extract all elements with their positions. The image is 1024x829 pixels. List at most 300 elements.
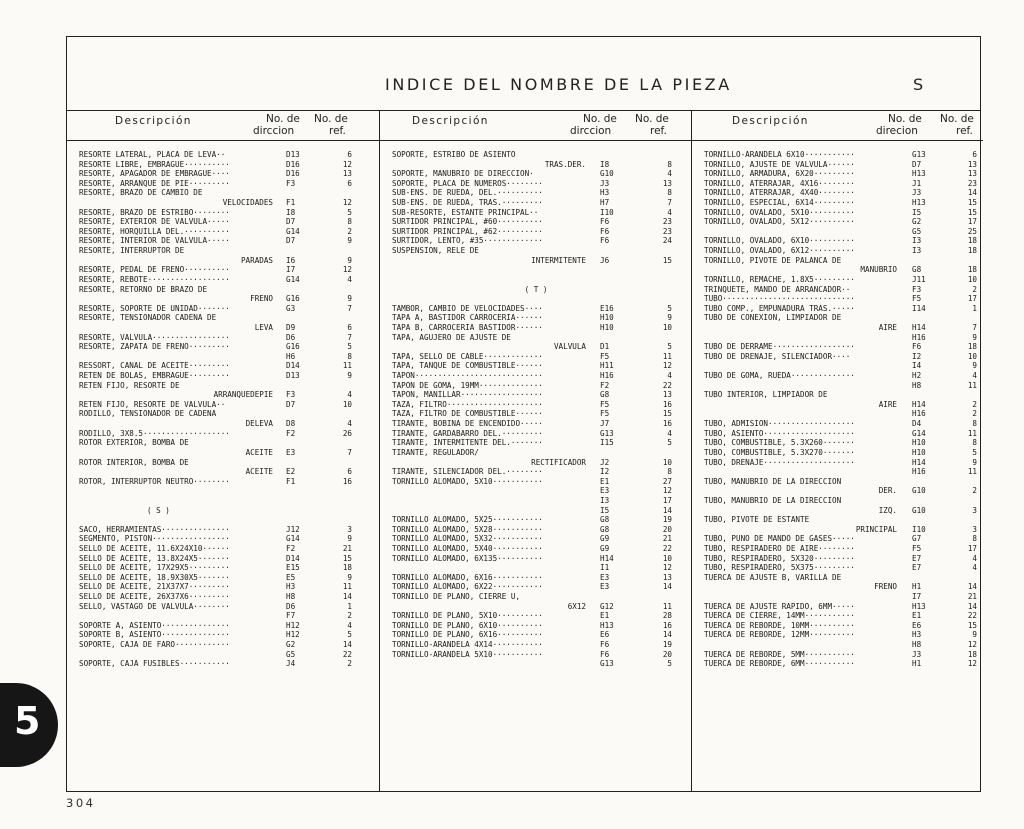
index-rows (380, 150, 692, 669)
reference-number: 24 (662, 236, 672, 246)
reference-number: 22 (342, 649, 352, 659)
part-description: SELLO DE ACEITE, 17X29X5········· (79, 563, 230, 573)
part-description: TUBO, COMBUSTIBLE, 5.3X270······· (704, 447, 855, 457)
reference-number: 11 (342, 361, 352, 371)
reference-number: 4 (667, 371, 672, 381)
reference-number: 14 (967, 582, 977, 592)
index-row (692, 592, 983, 602)
part-description: SOPORTE, CAJA DE FARO············ (79, 640, 230, 650)
index-row (67, 458, 379, 468)
part-description: TORNILLO, AJUSTE DE VALVULA······ (704, 159, 855, 169)
reference-number: 25 (967, 226, 977, 236)
reference-number: 2 (972, 284, 977, 294)
direction-number: G7 (912, 534, 922, 544)
section-letter: S (913, 75, 924, 94)
reference-number: 19 (662, 515, 672, 525)
index-row (380, 438, 692, 448)
reference-number: 15 (967, 198, 977, 208)
reference-number: 11 (967, 380, 977, 390)
part-description: RESORTE, ARRANQUE DE PIE········· (79, 178, 230, 188)
direction-number: D16 (286, 159, 300, 169)
index-row (692, 506, 983, 516)
reference-number: 14 (662, 582, 672, 592)
index-row (380, 323, 692, 333)
direction-number: F2 (286, 543, 296, 553)
reference-number: 7 (347, 332, 352, 342)
reference-number: 5 (667, 303, 672, 313)
index-row (692, 333, 983, 343)
reference-number: 18 (967, 342, 977, 352)
index-row (380, 313, 692, 323)
direction-number: G5 (912, 226, 922, 236)
reference-number: 9 (972, 361, 977, 371)
reference-number: 10 (967, 274, 977, 284)
reference-number: 4 (972, 371, 977, 381)
direction-number: I7 (912, 592, 922, 602)
index-row (380, 217, 692, 227)
reference-number: 17 (662, 495, 672, 505)
column-header (692, 110, 983, 141)
direction-number: J1 (912, 178, 922, 188)
reference-number: 6 (347, 178, 352, 188)
part-description: TAZA, FILTRO DE COMBUSTIBLE······ (392, 409, 543, 419)
part-description: TIRANTE, INTERMITENTE DEL.······· (392, 438, 543, 448)
index-row (67, 582, 379, 592)
direction-number: D1 (600, 342, 610, 352)
index-row (67, 160, 379, 170)
index-row (380, 582, 692, 592)
direction-number: F1 (286, 198, 296, 208)
direction-number: G10 (600, 169, 614, 179)
index-row (380, 429, 692, 439)
index-row (380, 554, 692, 564)
index-row (67, 438, 379, 448)
part-description: PARADAS (240, 255, 273, 265)
index-row (67, 563, 379, 573)
index-row (380, 621, 692, 631)
part-description: TIRANTE, SILENCIADOR DEL.········ (392, 467, 543, 477)
header-ref-line2: ref. (650, 125, 667, 137)
index-row (67, 294, 379, 304)
part-description: RETEN FIJO, RESORTE DE VALVULA·· (79, 399, 226, 409)
reference-number: 7 (347, 447, 352, 457)
part-description: TAPA, AGUJERO DE AJUSTE DE (392, 332, 511, 342)
reference-number: 4 (667, 169, 672, 179)
part-description: RODILLO, TENSIONADOR DE CADENA (79, 409, 217, 419)
index-row (692, 390, 983, 400)
reference-number: 5 (347, 342, 352, 352)
direction-number: H14 (912, 322, 926, 332)
part-description: SEGMENTO, PISTON················· (79, 534, 230, 544)
index-row (380, 506, 692, 516)
direction-number: J11 (912, 274, 926, 284)
direction-number: H1 (912, 659, 922, 669)
index-row (692, 150, 983, 160)
direction-number: E1 (912, 611, 922, 621)
part-description: ROTOR INTERIOR, BOMBA DE (79, 457, 189, 467)
direction-number: I3 (600, 495, 610, 505)
part-description: SURTIDOR PRINCIPAL, #62·········· (392, 226, 543, 236)
part-description: TUBO, MANUBRIO DE LA DIRECCION (704, 476, 842, 486)
part-description: SUSPENSION, RELE DE (392, 246, 479, 256)
direction-number: I5 (600, 505, 610, 515)
direction-number: J7 (600, 419, 610, 429)
part-description: TUERCA DE REBORDE, 12MM·········· (704, 630, 855, 640)
index-row (692, 621, 983, 631)
header-dir-line2: dirccion (253, 125, 295, 137)
reference-number: 7 (667, 198, 672, 208)
part-description: ROTOR EXTERIOR, BOMBA DE (79, 438, 189, 448)
reference-number: 12 (967, 659, 977, 669)
part-description: TORNILLO ALOMADO, 5X28··········· (392, 524, 543, 534)
direction-number: G8 (600, 524, 610, 534)
direction-number: I10 (912, 524, 926, 534)
index-rows (67, 150, 379, 669)
header-ref-line2: ref. (329, 125, 346, 137)
reference-number: 12 (662, 486, 672, 496)
index-row (692, 525, 983, 535)
page-number: 304 (66, 796, 96, 810)
part-description: TRAS.DER. (544, 159, 586, 169)
part-description: TORNILLO-ARANDELA 5X10··········· (392, 649, 543, 659)
part-description: TORNILLO, OVALADO, 5X10·········· (704, 207, 855, 217)
part-description: FRENO (250, 294, 273, 304)
index-row (67, 352, 379, 362)
direction-number: F3 (286, 390, 296, 400)
reference-number: 3 (972, 524, 977, 534)
reference-number: 17 (967, 543, 977, 553)
direction-number: H11 (600, 361, 614, 371)
part-description: RESORTE, INTERRUPTOR DE (79, 246, 185, 256)
index-row (67, 611, 379, 621)
reference-number: 3 (972, 505, 977, 515)
part-description: TAPA A, BASTIDOR CARROCERIA······ (392, 313, 543, 323)
reference-number: 9 (972, 332, 977, 342)
direction-number: F2 (600, 380, 610, 390)
part-description: RESORTE, VALVULA················· (79, 332, 230, 342)
reference-number: 15 (967, 620, 977, 630)
direction-number: H13 (912, 169, 926, 179)
reference-number: 11 (662, 351, 672, 361)
direction-number: G16 (286, 342, 300, 352)
reference-number: 12 (662, 361, 672, 371)
chapter-tab (0, 683, 58, 767)
index-row (67, 323, 379, 333)
direction-number: I4 (912, 361, 922, 371)
index-row (67, 640, 379, 650)
index-row (380, 563, 692, 573)
part-description: ROTOR, INTERRUPTOR NEUTRO········ (79, 476, 230, 486)
header-dir-line1: No. de (266, 113, 300, 125)
reference-number: 13 (662, 390, 672, 400)
direction-number: D14 (286, 361, 300, 371)
index-row (692, 448, 983, 458)
index-row (692, 659, 983, 669)
index-row (692, 544, 983, 554)
reference-number: 9 (347, 294, 352, 304)
part-description: RESORTE, APAGADOR DE EMBRAGUE···· (79, 169, 230, 179)
part-description: VELOCIDADES (222, 198, 273, 208)
direction-number: F3 (912, 284, 922, 294)
index-row (67, 265, 379, 275)
index-row (380, 659, 692, 669)
direction-number: H12 (286, 620, 300, 630)
index-column-2 (379, 110, 692, 791)
direction-number: H3 (600, 188, 610, 198)
direction-number: G8 (600, 390, 610, 400)
index-row (380, 294, 692, 304)
reference-number: 13 (342, 169, 352, 179)
reference-number: 22 (662, 543, 672, 553)
reference-number: 14 (967, 601, 977, 611)
index-row (67, 554, 379, 564)
reference-number: 8 (667, 159, 672, 169)
index-row (67, 630, 379, 640)
direction-number: E1 (600, 611, 610, 621)
index-row (692, 361, 983, 371)
direction-number: H14 (600, 553, 614, 563)
part-description: TORNILLO ALOMADO, 5X32··········· (392, 534, 543, 544)
index-row (67, 179, 379, 189)
index-row (692, 208, 983, 218)
reference-number: 8 (972, 438, 977, 448)
reference-number: 2 (347, 659, 352, 669)
direction-number: D9 (286, 322, 296, 332)
direction-number: F5 (600, 399, 610, 409)
direction-number: J3 (600, 178, 610, 188)
index-row (67, 515, 379, 525)
direction-number: G14 (286, 226, 300, 236)
part-description: SOPORTE, ESTRIBO DE ASIENTO (392, 150, 516, 159)
reference-number: 13 (662, 178, 672, 188)
direction-number: G2 (286, 640, 296, 650)
direction-number: E1 (600, 476, 610, 486)
index-row (380, 544, 692, 554)
index-row (67, 208, 379, 218)
part-description: LEVA (254, 322, 273, 332)
direction-number: F6 (600, 649, 610, 659)
direction-number: E3 (600, 572, 610, 582)
reference-number: 20 (662, 524, 672, 534)
part-description: ( T ) (524, 284, 548, 294)
direction-number: E3 (600, 486, 610, 496)
index-row (67, 227, 379, 237)
index-row (67, 486, 379, 496)
reference-number: 4 (347, 419, 352, 429)
reference-number: 4 (347, 620, 352, 630)
reference-number: 7 (347, 303, 352, 313)
index-row (692, 477, 983, 487)
reference-number: 6 (347, 322, 352, 332)
direction-number: G13 (912, 150, 926, 159)
reference-number: 23 (662, 226, 672, 236)
reference-number: 9 (972, 457, 977, 467)
index-row (692, 160, 983, 170)
part-description: TUBO, MANUBRIO DE LA DIRECCION (704, 495, 842, 505)
index-row (692, 496, 983, 506)
index-row (380, 573, 692, 583)
direction-number: G13 (600, 428, 614, 438)
reference-number: 10 (342, 399, 352, 409)
index-row (692, 515, 983, 525)
direction-number: G12 (600, 601, 614, 611)
part-description: TORNILLO ALOMADO, 6X135·········· (392, 553, 543, 563)
direction-number: I2 (600, 467, 610, 477)
part-description: SOPORTE B, ASIENTO··············· (79, 630, 230, 640)
index-row (692, 304, 983, 314)
index-row (380, 256, 692, 266)
direction-number: I15 (600, 438, 614, 448)
direction-number: J4 (286, 659, 296, 669)
direction-number: H13 (912, 601, 926, 611)
reference-number: 5 (667, 342, 672, 352)
reference-number: 9 (347, 236, 352, 246)
part-description: TUERCA DE REBORDE, 6MM··········· (704, 659, 855, 669)
header-ref-line1: No. de (314, 113, 348, 125)
part-description: TORNILLO-ARANDELA 6X10··········· (704, 150, 855, 159)
reference-number: 4 (347, 274, 352, 284)
reference-number: 11 (967, 428, 977, 438)
direction-number: D13 (286, 150, 300, 159)
part-description: RESORTE, BRAZO DE CAMBIO DE (79, 188, 203, 198)
index-row (380, 448, 692, 458)
index-row (692, 582, 983, 592)
index-row (692, 323, 983, 333)
part-description: IZQ. (878, 505, 897, 515)
part-description: TUERCA DE AJUSTE B, VARILLA DE (704, 572, 842, 582)
part-description: MANUBRIO (860, 265, 897, 275)
direction-number: H13 (600, 620, 614, 630)
reference-number: 3 (347, 524, 352, 534)
direction-number: G9 (600, 543, 610, 553)
part-description: RETEN FIJO, RESORTE DE (79, 380, 180, 390)
part-description: SELLO DE ACEITE, 21X37X7········· (79, 582, 230, 592)
index-row (380, 285, 692, 295)
part-description: RESORTE, HORQUILLA DEL.·········· (79, 226, 230, 236)
direction-number: E2 (286, 467, 296, 477)
index-row (692, 217, 983, 227)
header-ref-line1: No. de (635, 113, 669, 125)
part-description: TAPON DE GOMA, 19MM·············· (392, 380, 543, 390)
index-row (380, 592, 692, 602)
reference-number: 13 (662, 572, 672, 582)
part-description: SOPORTE A, ASIENTO··············· (79, 620, 230, 630)
index-row (692, 342, 983, 352)
part-description: TORNILLO-ARANDELA 4X14··········· (392, 640, 543, 650)
index-row (692, 265, 983, 275)
reference-number: 2 (347, 611, 352, 621)
part-description: RESORTE LIBRE, EMBRAGUE·········· (79, 159, 230, 169)
part-description: SUB-ENS. DE RUEDA, TRAS.········· (392, 198, 543, 208)
reference-number: 14 (342, 592, 352, 602)
direction-number: I3 (912, 246, 922, 256)
direction-number: H10 (912, 438, 926, 448)
direction-number: H6 (286, 351, 296, 361)
part-description: SOPORTE, CAJA FUSIBLES··········· (79, 659, 230, 669)
part-description: TUBO····························· (704, 294, 855, 304)
reference-number: 9 (347, 371, 352, 381)
index-row (67, 256, 379, 266)
part-description: TUBO INTERIOR, LIMPIADOR DE (704, 390, 828, 400)
title-band (67, 37, 980, 111)
index-row (67, 506, 379, 516)
direction-number: H14 (912, 457, 926, 467)
index-row (67, 361, 379, 371)
index-row (692, 313, 983, 323)
part-description: TIRANTE, REGULADOR/ (392, 447, 479, 457)
direction-number: G10 (912, 505, 926, 515)
part-description: TAMBOR, CAMBIO DE VELOCIDADES···· (392, 303, 543, 313)
index-row (692, 458, 983, 468)
index-row (380, 236, 692, 246)
part-description: SUB-RESORTE, ESTANTE PRINCIPAL·· (392, 207, 539, 217)
part-description: SACO, HERRAMIENTAS··············· (79, 524, 230, 534)
reference-number: 9 (347, 534, 352, 544)
index-row (67, 448, 379, 458)
part-description: RESORTE, ZAPATA DE FRENO········· (79, 342, 230, 352)
reference-number: 12 (662, 563, 672, 573)
reference-number: 15 (967, 207, 977, 217)
direction-number: G13 (600, 659, 614, 669)
reference-number: 14 (342, 640, 352, 650)
direction-number: D14 (286, 553, 300, 563)
direction-number: F7 (286, 611, 296, 621)
reference-number: 18 (967, 236, 977, 246)
index-row (380, 208, 692, 218)
part-description: TAPA, TANQUE DE COMBUSTIBLE······ (392, 361, 543, 371)
index-row (67, 169, 379, 179)
index-row (692, 630, 983, 640)
direction-number: J6 (600, 255, 610, 265)
reference-number: 15 (662, 255, 672, 265)
reference-number: 10 (662, 553, 672, 563)
header-description: Descripción (732, 115, 809, 127)
reference-number: 15 (662, 409, 672, 419)
part-description: TUBO, PIVOTE DE ESTANTE (704, 515, 810, 525)
reference-number: 11 (342, 582, 352, 592)
reference-number: 18 (967, 246, 977, 256)
part-description: TORNILLO, OVALADO, 5X12·········· (704, 217, 855, 227)
direction-number: F2 (286, 428, 296, 438)
part-description: RESORTE, REBOTE·················· (79, 274, 230, 284)
header-ref-line2: ref. (956, 125, 973, 137)
index-row (380, 630, 692, 640)
index-row (692, 429, 983, 439)
reference-number: 18 (342, 563, 352, 573)
reference-number: 4 (667, 428, 672, 438)
direction-number: I7 (286, 265, 296, 275)
part-description: DER. (878, 486, 897, 496)
direction-number: D4 (912, 419, 922, 429)
reference-number: 5 (667, 438, 672, 448)
index-row (67, 150, 379, 160)
index-row (380, 246, 692, 256)
part-description: TORNILLO, OVALADO, 6X12·········· (704, 246, 855, 256)
reference-number: 18 (967, 265, 977, 275)
reference-number: 5 (347, 207, 352, 217)
part-description: TUBO DE GOMA, RUEDA·············· (704, 371, 855, 381)
direction-number: E15 (286, 563, 300, 573)
reference-number: 21 (342, 543, 352, 553)
reference-number: 2 (347, 226, 352, 236)
part-description: TUBO, DRENAJE···················· (704, 457, 855, 467)
part-description: SOPORTE, PLACA DE NUMEROS········ (392, 178, 543, 188)
part-description: TUBO, RESPIRADERO, 5X320········· (704, 553, 855, 563)
index-row (380, 150, 692, 160)
index-row (67, 236, 379, 246)
direction-number: H10 (600, 322, 614, 332)
index-row (380, 179, 692, 189)
